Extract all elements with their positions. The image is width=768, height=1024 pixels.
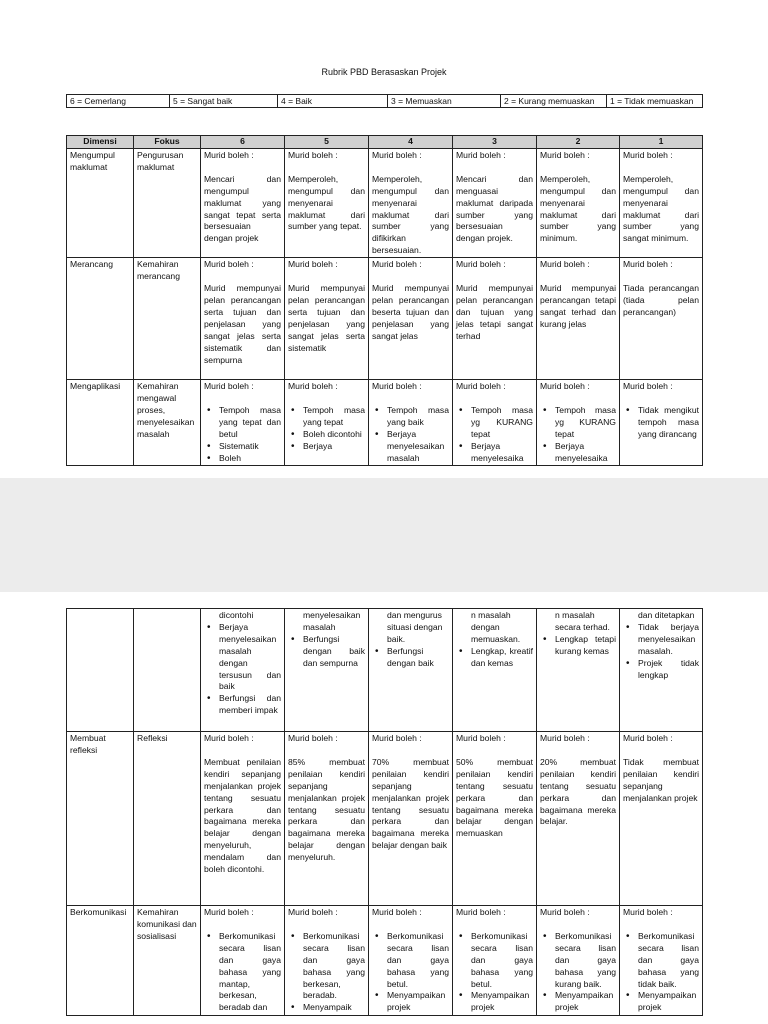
criteria-cell: Murid boleh : • Berkomunikasi secara lisan dan gaya bahasa yang tidak baik. • Menyampaikan projek [620,906,703,1016]
list-item: • Boleh [219,453,281,465]
list-item: • Tempoh masa yg KURANG tepat [555,405,616,441]
scale-3: 3 = Memuaskan [388,95,501,108]
criteria-cell: Murid boleh : 70% membuat penilaian kendiri sepanjang menjalankan projek tentang sesuatu perkara dan bagaimana mereka belajar dengan baik [369,732,453,906]
criteria-cell: Murid boleh : Memperoleh, mengumpul dan menyenarai maklumat dari sumber yang difikirkan bersesuaian. [369,148,453,257]
criteria-bullet-list [288,634,365,670]
criteria-cell: Murid boleh : • Tempoh masa yang tepat dan betul • Sistematik • Boleh [201,380,285,466]
criteria-cell: dan ditetapkan • Tidak berjaya menyelesaikan masalah. • Projek tidak lengkap [620,609,703,732]
list-item: • Projek tidak lengkap [638,658,699,682]
criteria-cell: Murid boleh : Membuat penilaian kendiri sepanjang menjalankan projek tentang sesuatu perkara dan bagaimana mereka belajar dengan menyeluruh, mendalam dan boleh dicontohi. [201,732,285,906]
rubric-table-part-2 [66,608,703,1016]
criteria-bullet-list [456,931,533,1014]
criteria-cell: Murid boleh : Memperoleh, mengumpul dan menyenarai maklumat dari sumber yang sangat minimum. [620,148,703,257]
criteria-cell: Murid boleh : Murid mempunyai pelan perancangan beserta tujuan dan penjelasan yang sangat jelas [369,258,453,380]
dimensi-cell: Mengaplikasi [67,380,134,466]
criteria-cell: n masalah secara terhad. • Lengkap tetapi kurang kemas [537,609,620,732]
fokus-cell: Kemahiran mengawal proses, menyelesaikan masalah [134,380,201,466]
criteria-cell: Murid boleh : Tidak membuat penilaian kendiri sepanjang menjalankan projek [620,732,703,906]
criteria-cell: Murid boleh : Murid mempunyai pelan perancangan serta tujuan dan penjelasan yang sangat jelas serta sistematik dan sempurna [201,258,285,380]
dimensi-cell [67,609,134,732]
criteria-cell: Murid boleh : Murid mempunyai pelan perancangan dan tujuan yang jelas tetapi sangat terhad [453,258,537,380]
criteria-cell: Murid boleh : • Tidak mengikut tempoh masa yang dirancang [620,380,703,466]
criteria-bullet-list [623,931,699,1014]
list-item: • Tempoh masa yang tepat dan betul [219,405,281,441]
list-item: • Berkomunikasi secara lisan dan gaya bahasa yang betul. [387,931,449,991]
criteria-bullet-list [623,405,699,441]
list-item: • Berfungsi dengan baik dan sempurna [303,634,365,670]
criteria-cell: Murid boleh : Murid mempunyai pelan perancangan serta tujuan dan penjelasan yang sangat jelas serta sistematik [285,258,369,380]
table-row-mengaplikasi [67,380,703,466]
fokus-cell: Refleksi [134,732,201,906]
rubric-table-part-1 [66,135,703,466]
criteria-cell: Murid boleh : • Berkomunikasi secara lisan dan gaya bahasa yang kurang baik. • Menyampaikan projek [537,906,620,1016]
list-item: • Berjaya [303,441,365,453]
list-item: • Berjaya menyelesaika [555,441,616,465]
list-item: • Menyampaikan projek [387,990,449,1014]
document-page-1 [0,0,768,478]
table-row-mengaplikasi-continued [67,609,703,732]
list-item: • Menyampaikan projek [555,990,616,1014]
rating-scale-table [66,94,703,108]
scale-6: 6 = Cemerlang [67,95,170,108]
criteria-cell: Murid boleh : Memperoleh, mengumpul dan menyenarai maklumat dari sumber yang minimum. [537,148,620,257]
criteria-bullet-list [204,405,281,465]
criteria-bullet-list [540,634,616,658]
list-item: • Berjaya menyelesaikan masalah dengan tersusun dan baik [219,622,281,693]
list-item: • Boleh dicontohi [303,429,365,441]
scale-4: 4 = Baik [278,95,388,108]
list-item: • Tempoh masa yang tepat [303,405,365,429]
list-item: • Tidak berjaya menyelesaikan masalah. [638,622,699,658]
list-item: • Tidak mengikut tempoh masa yang dirancang [638,405,699,441]
list-item: • Berkomunikasi secara lisan dan gaya bahasa yang tidak baik. [638,931,699,991]
criteria-cell: Murid boleh : • Tempoh masa yg KURANG tepat • Berjaya menyelesaika [453,380,537,466]
list-item: • Berkomunikasi secara lisan dan gaya bahasa yang mantap, berkesan, beradab dan [219,931,281,1014]
criteria-bullet-list [288,931,365,1014]
table-row-merancang [67,258,703,380]
scale-2: 2 = Kurang memuaskan [501,95,607,108]
criteria-bullet-list [456,405,533,465]
criteria-cell: Murid boleh : • Berkomunikasi secara lisan dan gaya bahasa yang berkesan, beradab. • Menyampaik [285,906,369,1016]
list-item: • Berkomunikasi secara lisan dan gaya bahasa yang betul. [471,931,533,991]
criteria-cell: n masalah dengan memuaskan. • Lengkap, kreatif dan kemas [453,609,537,732]
criteria-cell: Murid boleh : 20% membuat penilaian kendiri tentang sesuatu perkara dan bagaimana mereka belajar. [537,732,620,906]
criteria-cell: Murid boleh : 50% membuat penilaian kendiri tentang sesuatu perkara dan bagaimana mereka belajar dengan memuaskan [453,732,537,906]
criteria-cell: menyelesaikan masalah • Berfungsi dengan baik dan sempurna [285,609,369,732]
header-score-3: 3 [453,136,537,149]
criteria-cell: Murid boleh : Memperoleh, mengumpul dan menyenarai maklumat dari sumber yang tepat. [285,148,369,257]
table-row-berkomunikasi [67,906,703,1016]
header-score-2: 2 [537,136,620,149]
criteria-cell: Murid boleh : • Berkomunikasi secara lisan dan gaya bahasa yang mantap, berkesan, beradab dan [201,906,285,1016]
dimensi-cell: Membuat refleksi [67,732,134,906]
list-item: • Menyampaikan projek [471,990,533,1014]
list-item: • Berfungsi dan memberi impak [219,693,281,717]
header-score-6: 6 [201,136,285,149]
list-item: • Tempoh masa yg KURANG tepat [471,405,533,441]
list-item: • Berkomunikasi secara lisan dan gaya bahasa yang kurang baik. [555,931,616,991]
fokus-cell: Kemahiran komunikasi dan sosialisasi [134,906,201,1016]
criteria-cell: Murid boleh : • Tempoh masa yang baik • Berjaya menyelesaikan masalah [369,380,453,466]
criteria-cell: Murid boleh : Tiada perancangan (tiada pelan perancangan) [620,258,703,380]
criteria-cell: Murid boleh : Murid mempunyai perancangan tetapi sangat terhad dan kurang jelas [537,258,620,380]
criteria-cell: Murid boleh : • Berkomunikasi secara lisan dan gaya bahasa yang betul. • Menyampaikan projek [453,906,537,1016]
criteria-bullet-list [372,405,449,465]
criteria-cell: dicontohi • Berjaya menyelesaikan masalah dengan tersusun dan baik • Berfungsi dan memberi impak [201,609,285,732]
dimensi-cell: Mengumpul maklumat [67,148,134,257]
scale-1: 1 = Tidak memuaskan [607,95,703,108]
list-item: • Berkomunikasi secara lisan dan gaya bahasa yang berkesan, beradab. [303,931,365,1002]
criteria-cell: Murid boleh : 85% membuat penilaian kendiri sepanjang menjalankan projek tentang sesuatu perkara dan bagaimana mereka belajar dengan menyeluruh. [285,732,369,906]
list-item: • Menyampaikan projek [638,990,699,1014]
rubric-header-row [67,136,703,149]
table-row-mengumpul-maklumat [67,148,703,257]
dimensi-cell: Berkomunikasi [67,906,134,1016]
header-score-5: 5 [285,136,369,149]
criteria-bullet-list [372,646,449,670]
fokus-cell: Pengurusan maklumat [134,148,201,257]
criteria-cell: Murid boleh : Mencari dan menguasai maklumat daripada sumber yang bersesuaian dengan projek. [453,148,537,257]
list-item: • Sistematik [219,441,281,453]
header-dimensi: Dimensi [67,136,134,149]
list-item: • Berjaya menyelesaikan masalah [387,429,449,465]
header-score-1: 1 [620,136,703,149]
criteria-cell: Murid boleh : • Berkomunikasi secara lisan dan gaya bahasa yang betul. • Menyampaikan projek [369,906,453,1016]
fokus-cell: Kemahiran merancang [134,258,201,380]
list-item: • Lengkap tetapi kurang kemas [555,634,616,658]
criteria-bullet-list [288,405,365,453]
criteria-bullet-list [540,405,616,465]
header-fokus: Fokus [134,136,201,149]
dimensi-cell: Merancang [67,258,134,380]
criteria-cell: Murid boleh : Mencari dan mengumpul maklumat yang sangat tepat serta bersesuaian dengan projek [201,148,285,257]
criteria-bullet-list [204,931,281,1014]
criteria-cell: Murid boleh : • Tempoh masa yang tepat • Boleh dicontohi • Berjaya [285,380,369,466]
criteria-cell: Murid boleh : • Tempoh masa yg KURANG tepat • Berjaya menyelesaika [537,380,620,466]
scale-5: 5 = Sangat baik [170,95,278,108]
criteria-bullet-list [204,622,281,717]
list-item: • Lengkap, kreatif dan kemas [471,646,533,670]
criteria-bullet-list [540,931,616,1014]
header-score-4: 4 [369,136,453,149]
document-title: Rubrik PBD Berasaskan Projek [321,67,447,77]
criteria-bullet-list [623,622,699,682]
list-item: • Menyampaik [303,1002,365,1014]
list-item: • Tempoh masa yang baik [387,405,449,429]
list-item: • Berfungsi dengan baik [387,646,449,670]
criteria-bullet-list [372,931,449,1014]
list-item: • Berjaya menyelesaika [471,441,533,465]
fokus-cell [134,609,201,732]
criteria-cell: dan mengurus situasi dengan baik. • Berfungsi dengan baik [369,609,453,732]
criteria-bullet-list [456,646,533,670]
table-row-membuat-refleksi [67,732,703,906]
